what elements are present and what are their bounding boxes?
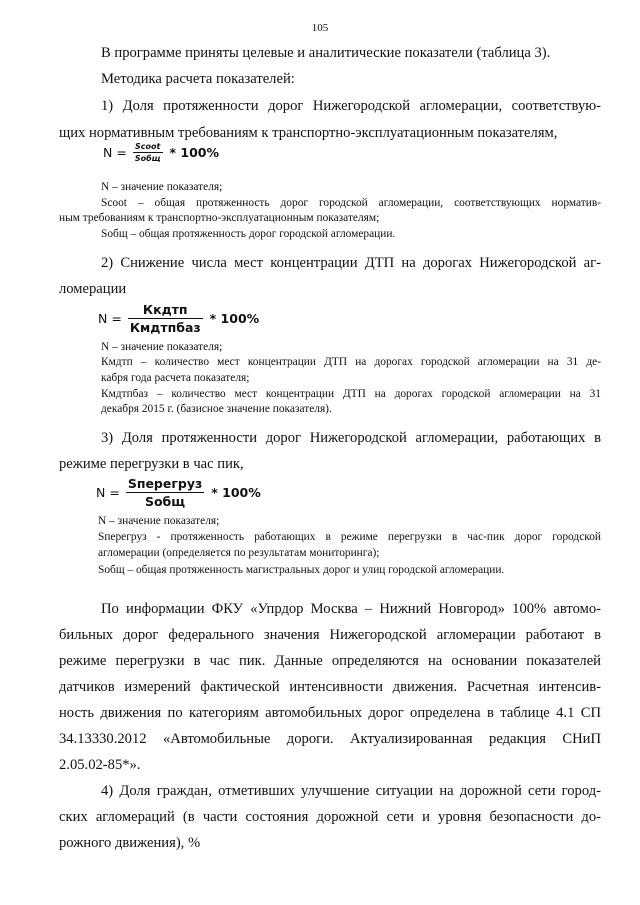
paragraph-line-4: датчиков измерений фактической интенсивности движения. Расчетная интенсив- xyxy=(59,679,601,695)
item2-note-1: N – значение показателя; xyxy=(101,341,223,353)
item2-formula xyxy=(98,302,259,335)
formula-numerator: Sперегруз xyxy=(127,476,203,491)
paragraph-line-3: режиме перегрузки в час пик. Данные определяются на основании показателей xyxy=(59,653,601,669)
item3-note-2: Sперегруз - протяженность работающих в режиме перегрузки в час-пик дорог городской xyxy=(98,531,601,543)
formula-multiplier: * 100% xyxy=(169,145,220,160)
item3-note-4: Sобщ – общая протяженность магистральных дорог и улиц городской агломерации. xyxy=(98,564,505,576)
item2-note-2: Кмдтп – количество мест концентрации ДТП на дорогах городской агломерации на 31 де- xyxy=(101,356,601,368)
intro-line-1: В программе приняты целевые и аналитические показатели (таблица 3). xyxy=(101,45,551,61)
item3-line-2: режиме перегрузки в час пик, xyxy=(59,456,244,472)
paragraph-line-5: ность движения по категориям автомобильных дорог определена в таблице 4.1 СП xyxy=(59,705,601,721)
paragraph-line-6: 34.13330.2012 «Автомобильные дороги. Актуализированная редакция СНиП xyxy=(59,731,601,747)
fraction-bar xyxy=(126,492,204,493)
formula-fraction xyxy=(126,476,204,509)
item1-note-1: N – значение показателя; xyxy=(101,181,223,193)
item3-formula xyxy=(96,476,261,509)
formula-lhs: N = xyxy=(98,311,122,326)
paragraph-line-1: По информации ФКУ «Упрдор Москва – Нижний Новгород» 100% автомо- xyxy=(101,601,601,617)
item4-line-3: рожного движения), % xyxy=(59,835,201,851)
formula-lhs: N = xyxy=(96,485,120,500)
item2-note-4: Кмдтпбаз – количество мест концентрации ДТП на дорогах городской агломерации на 31 xyxy=(101,388,601,400)
item3-line-1: 3) Доля протяженности дорог Нижегородской агломерации, работающих в xyxy=(101,430,601,446)
item1-line-2: щих нормативным требованиям к транспортно-эксплуатационным показателям, xyxy=(59,125,558,141)
item2-line-1: 2) Снижение числа мест концентрации ДТП на дорогах Нижегородской аг- xyxy=(101,255,601,271)
paragraph-line-2: бильных дорог федерального значения Нижегородской агломерации работают в xyxy=(59,627,601,643)
item2-note-3: кабря года расчета показателя; xyxy=(101,372,250,384)
item4-line-2: ских агломераций (в части состояния дорожной сети и уровня безопасности до- xyxy=(59,809,601,825)
formula-numerator: Ккдтп xyxy=(142,302,188,317)
formula-lhs: N = xyxy=(103,145,127,160)
item2-note-5: декабря 2015 г. (базисное значение показателя). xyxy=(101,403,332,415)
intro-line-2: Методика расчета показателей: xyxy=(101,71,295,87)
fraction-bar xyxy=(128,318,203,319)
item1-note-4: Sобщ – общая протяженность дорог городской агломерации. xyxy=(101,228,396,240)
formula-denominator: Кмдтпбаз xyxy=(129,320,201,335)
formula-fraction xyxy=(133,142,163,163)
item3-note-3: агломерации (определяется по результатам мониторинга); xyxy=(98,547,380,559)
item1-note-3: ным требованиям к транспортно-эксплуатационным показателям; xyxy=(59,212,380,224)
item1-note-2: Scoot – общая протяженность дорог городской агломерации, соответствующих норматив- xyxy=(101,197,601,209)
formula-denominator: Sобщ xyxy=(134,154,161,163)
page-number: 105 xyxy=(311,22,329,34)
formula-fraction xyxy=(128,302,203,335)
item1-formula xyxy=(103,142,219,163)
item2-line-2: ломерации xyxy=(59,281,127,297)
formula-multiplier: * 100% xyxy=(211,485,261,500)
formula-multiplier: * 100% xyxy=(209,311,260,326)
paragraph-line-7: 2.05.02-85*». xyxy=(59,757,141,773)
item4-line-1: 4) Доля граждан, отметивших улучшение ситуации на дорожной сети город- xyxy=(101,783,601,799)
formula-numerator: Scoot xyxy=(134,142,161,151)
item1-line-1: 1) Доля протяженности дорог Нижегородской агломерации, соответствую- xyxy=(101,98,601,114)
formula-denominator: Sобщ xyxy=(144,494,186,509)
item3-note-1: N – значение показателя; xyxy=(98,515,220,527)
fraction-bar xyxy=(133,152,163,153)
